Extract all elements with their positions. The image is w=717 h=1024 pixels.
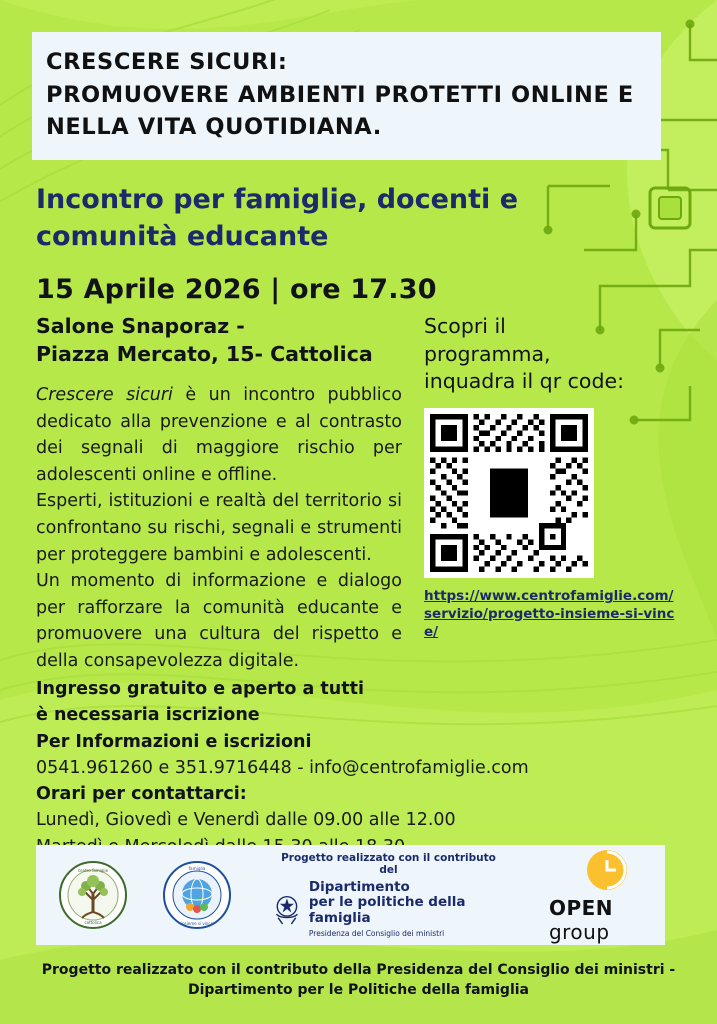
event-date: 15 Aprile 2026 | ore 17.30 xyxy=(36,274,437,305)
title-line-2: PROMUOVERE AMBIENTI PROTETTI ONLINE E xyxy=(46,81,634,108)
dipartimento-line-1: Dipartimento xyxy=(308,878,410,895)
title-line-3: NELLA VITA QUOTIDIANA. xyxy=(46,114,382,141)
dipartimento-line-3: Presidenza del Consiglio dei ministri xyxy=(308,929,445,939)
subtitle-line-1: Incontro per famiglie, docenti e xyxy=(36,184,519,215)
sponsor-logos-strip xyxy=(36,845,665,945)
svg-text:cattolica: cattolica xyxy=(84,920,102,925)
svg-text:centro famiglie: centro famiglie xyxy=(77,868,109,873)
body-lead-italic: Crescere sicuri xyxy=(36,385,173,405)
open-group-circle-icon xyxy=(583,846,631,894)
body-paragraph-1-rest: è un incontro pubblico dedicato alla prevenzione e al contrasto dei segnali di maggiore rischio per adolescenti online e offline. xyxy=(36,385,402,485)
body-paragraph-1 xyxy=(36,382,402,488)
subtitle-line-2: comunità educante xyxy=(36,220,329,252)
qr-heading-line-3: inquadra il qr code: xyxy=(424,369,624,394)
open-group-logo xyxy=(549,846,665,944)
qr-heading xyxy=(424,313,684,396)
poster-footer xyxy=(0,960,717,1001)
body-paragraph-2: Esperti, istituzioni e realtà del territorio si confrontano su rischi, segnali e strumenti per proteggere bambini e adolescenti. xyxy=(36,491,402,565)
qr-link-line-2: servizio/progetto-insieme-si-vince/ xyxy=(424,605,675,640)
svg-text:insieme si vince: insieme si vince xyxy=(180,921,214,926)
venue-line-1: Salone Snaporaz - xyxy=(36,314,245,338)
title-line-1: CRESCERE SICURI: xyxy=(46,49,288,75)
footer-line-1: Progetto realizzato con il contributo della Presidenza del Consiglio dei ministri - xyxy=(41,962,676,978)
footer-line-2: Dipartimento per le Politiche della famiglia xyxy=(187,982,529,999)
hours-line-1: Lunedì, Giovedì e Venerdì dalle 09.00 alle 12.00 xyxy=(36,810,456,831)
qr-link[interactable] xyxy=(424,588,680,641)
free-entry-line-2: è necessaria iscrizione xyxy=(36,705,260,726)
dipartimento-logo xyxy=(272,852,505,939)
contacts-heading: Per Informazioni e iscrizioni xyxy=(36,731,312,752)
open-word-light: group xyxy=(548,920,610,944)
tree-logo xyxy=(36,860,128,930)
open-group-wordmark xyxy=(549,896,665,944)
body-paragraph-3: Un momento di informazione e dialogo per rafforzare la comunità educante e promuovere una cultura del rispetto e della consapevolezza digitale. xyxy=(36,571,402,671)
svg-text:famiglia: famiglia xyxy=(188,866,206,871)
open-word-bold: OPEN xyxy=(548,896,614,920)
qr-code[interactable] xyxy=(424,408,594,578)
qr-heading-line-1: Scopri il xyxy=(424,314,506,338)
poster-body xyxy=(36,382,402,675)
hours-heading: Orari per contattarci: xyxy=(36,784,247,804)
dipartimento-line-2: per le politiche della famiglia xyxy=(308,894,466,926)
venue-line-2: Piazza Mercato, 15- Cattolica xyxy=(36,341,373,366)
poster-subtitle xyxy=(36,182,556,255)
qr-link-line-1: https://www.centrofamiglie.com/ xyxy=(424,588,674,604)
repubblica-emblem-icon xyxy=(272,889,302,929)
event-venue xyxy=(36,313,436,368)
dipartimento-contributo-label: Progetto realizzato con il contributo del xyxy=(281,851,496,876)
qr-heading-line-2: programma, xyxy=(424,341,551,366)
poster-title-band xyxy=(32,32,661,160)
famiglia-globe-logo xyxy=(128,860,232,930)
info-block xyxy=(36,676,556,860)
contacts-value[interactable]: 0541.961260 e 351.9716448 - info@centrofamiglie.com xyxy=(36,757,529,778)
free-entry-line-1: Ingresso gratuito e aperto a tutti xyxy=(36,679,364,699)
